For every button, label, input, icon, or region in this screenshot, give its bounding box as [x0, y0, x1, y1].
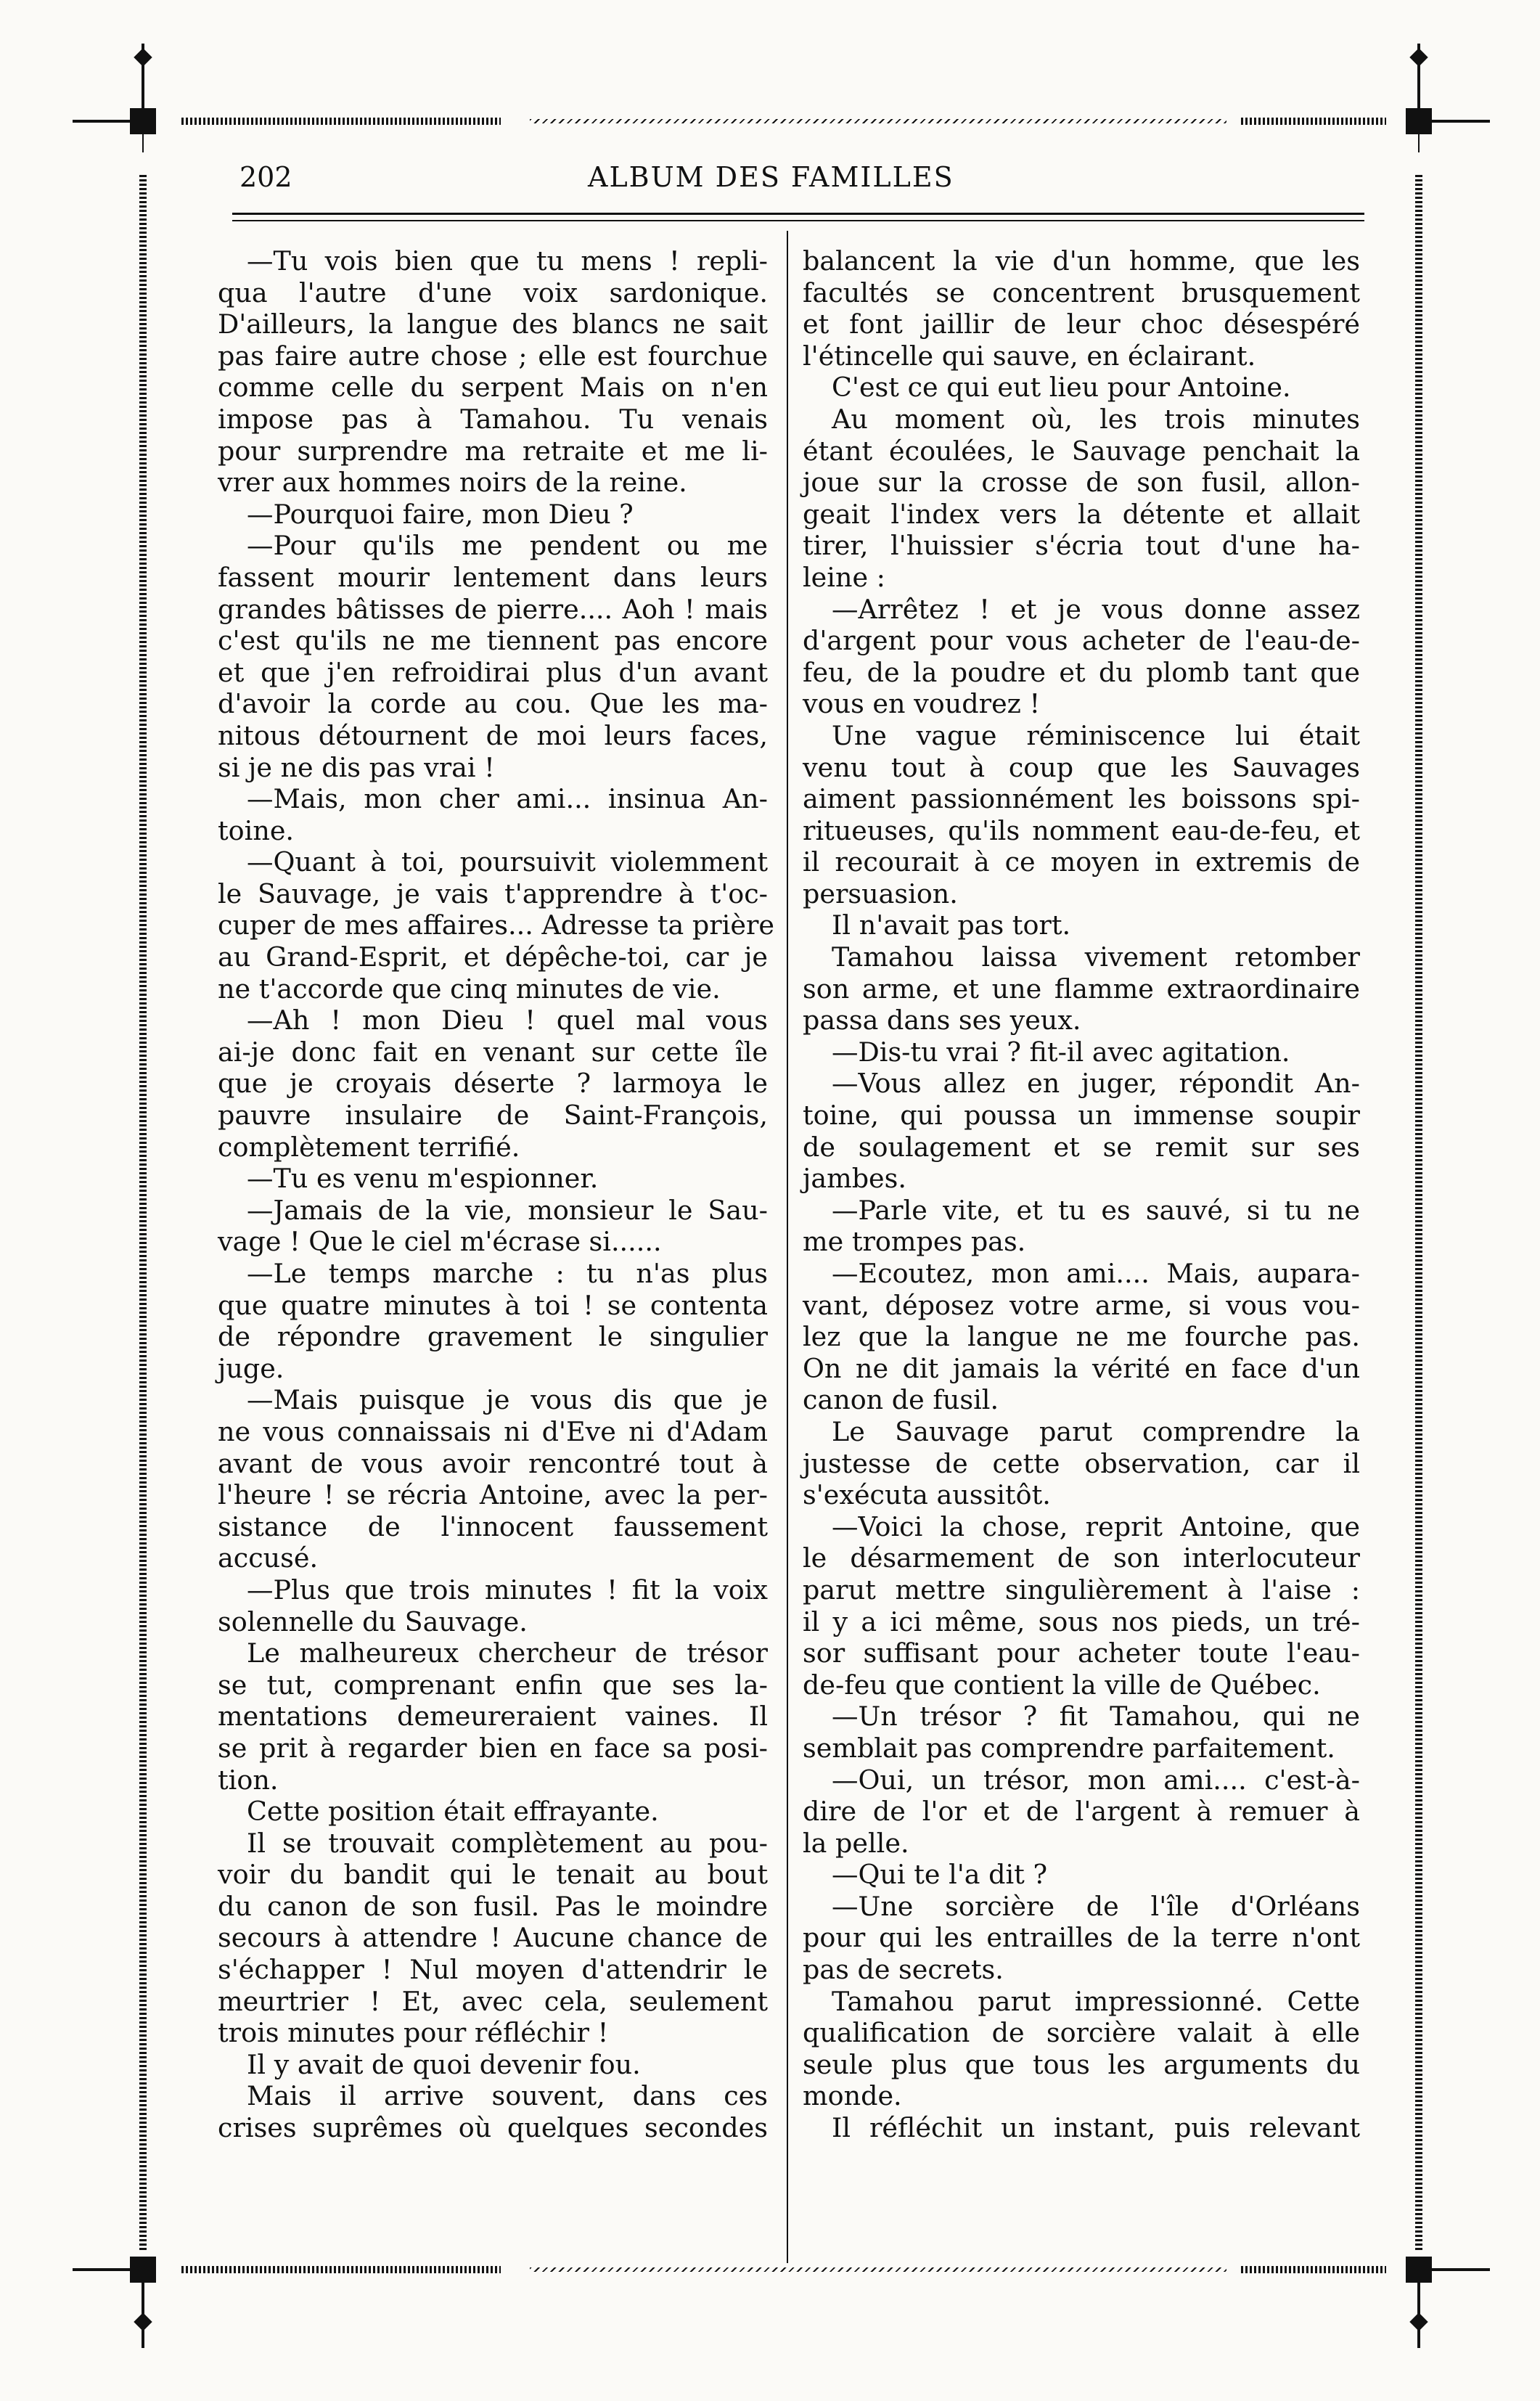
text-line: qua l'autre d'une voix sardonique.: [218, 277, 768, 308]
text-line: se prit à regarder bien en face sa posi-: [218, 1732, 768, 1764]
paragraph: [803, 1195, 1360, 1258]
paragraph: [803, 594, 1360, 720]
top-ornamental-border: [109, 118, 1437, 125]
paragraph: [803, 1258, 1360, 1416]
paragraph: [218, 245, 768, 499]
paragraph: [218, 1574, 768, 1637]
text-line: passa dans ses yeux.: [803, 1005, 1081, 1036]
text-line: grandes bâtisses de pierre.... Aoh ! mais: [218, 593, 768, 625]
spike-ornament: [1432, 2268, 1490, 2271]
paragraph: [803, 1416, 1360, 1511]
text-line: Il n'avait pas tort.: [832, 909, 1071, 941]
paragraph: [803, 2112, 1360, 2144]
header-rule: [232, 213, 1364, 215]
text-line: trois minutes pour réfléchir !: [218, 2017, 609, 2049]
page-number: 202: [239, 161, 292, 193]
text-line: —Ecoutez, mon ami.... Mais, aupara-: [832, 1258, 1360, 1289]
text-line: crises suprêmes où quelques secondes: [218, 2112, 768, 2144]
paragraph: [218, 2080, 768, 2143]
paragraph: [803, 1036, 1360, 1068]
text-line: —Le temps marche : tu n'as plus: [247, 1258, 768, 1289]
corner-ornament-top-left: [130, 108, 156, 134]
text-line: Il se trouvait complètement au pou-: [247, 1827, 768, 1859]
text-line: il recourait à ce moyen in extremis de: [803, 846, 1360, 878]
text-line: —Quant à toi, poursuivit violemment: [247, 846, 768, 878]
column-divider: [787, 231, 788, 2263]
text-line: tion.: [218, 1764, 279, 1796]
paragraph: [218, 1195, 768, 1258]
page-header: [239, 161, 1357, 205]
text-line: comme celle du serpent Mais on n'en: [218, 372, 768, 404]
header-rule: [232, 220, 1364, 221]
text-line: le désarmement de son interlocuteur: [803, 1542, 1360, 1574]
paragraph: [803, 720, 1360, 910]
text-line: seule plus que tous les arguments du: [803, 2048, 1360, 2080]
text-line: son arme, et une flamme extraordinaire: [803, 973, 1360, 1005]
text-line: —Pourquoi faire, mon Dieu ?: [247, 498, 634, 530]
diamond-ornament: [134, 2312, 152, 2331]
text-line: aiment passionnément les boissons spi-: [803, 783, 1360, 815]
text-line: pas de secrets.: [803, 1954, 1004, 1986]
paragraph: [218, 1163, 768, 1195]
text-line: sistance de l'innocent faussement: [218, 1510, 768, 1542]
text-line: —Voici la chose, reprit Antoine, que: [832, 1510, 1360, 1542]
paragraph: [803, 1859, 1360, 1891]
text-line: geait l'index vers la détente et allait: [803, 498, 1360, 530]
text-line: de-feu que contient la ville de Québec.: [803, 1669, 1321, 1701]
text-line: se tut, comprenant enfin que ses la-: [218, 1669, 768, 1701]
paragraph: [803, 1986, 1360, 2112]
text-line: Tamahou laissa vivement retomber: [832, 941, 1360, 973]
text-line: lez que la langue ne me fourche pas.: [803, 1321, 1360, 1353]
text-line: Le malheureux chercheur de trésor: [247, 1637, 768, 1669]
text-line: si je ne dis pas vrai !: [218, 751, 495, 783]
paragraph: [218, 1796, 768, 1828]
text-line: secours à attendre ! Aucune chance de: [218, 1922, 768, 1954]
paragraph: [218, 499, 768, 531]
text-line: c'est qu'ils ne me tiennent pas encore: [218, 625, 768, 657]
text-line: canon de fusil.: [803, 1384, 999, 1416]
text-line: —Mais puisque je vous dis que je: [247, 1384, 768, 1416]
text-line: —Qui te l'a dit ?: [832, 1859, 1048, 1891]
text-line: le Sauvage, je vais t'apprendre à t'oc-: [218, 878, 768, 909]
text-line: et font jaillir de leur choc désespéré: [803, 308, 1360, 340]
paragraph: [218, 530, 768, 783]
text-line: Le Sauvage parut comprendre la: [832, 1415, 1360, 1447]
running-title: ALBUM DES FAMILLES: [588, 161, 954, 193]
text-line: —Jamais de la vie, monsieur le Sau-: [247, 1194, 768, 1226]
text-line: de soulagement et se remit sur ses: [803, 1131, 1360, 1163]
diamond-ornament: [1409, 2312, 1428, 2331]
text-line: cuper de mes affaires... Adresse ta prière: [218, 909, 774, 941]
text-line: Il réfléchit un instant, puis relevant: [832, 2112, 1360, 2144]
text-line: au Grand-Esprit, et dépêche-toi, car je: [218, 941, 768, 973]
text-line: solennelle du Sauvage.: [218, 1606, 528, 1637]
text-line: —Plus que trois minutes ! fit la voix: [247, 1574, 768, 1606]
text-line: ne vous connaissais ni d'Eve ni d'Adam: [218, 1415, 768, 1447]
text-line: ai-je donc fait en venant sur cette île: [218, 1036, 768, 1068]
text-line: s'échapper ! Nul moyen d'attendrir le: [218, 1954, 768, 1986]
paragraph: [803, 941, 1360, 1036]
paragraph: [803, 372, 1360, 404]
paragraph: [218, 846, 774, 1005]
corner-ornament-bottom-left: [130, 2257, 156, 2283]
paragraph: [803, 1068, 1360, 1194]
text-line: nitous détournent de moi leurs faces,: [218, 719, 768, 751]
paragraph: [803, 1511, 1360, 1701]
paragraph: [218, 1258, 768, 1384]
text-line: Cette position était effrayante.: [247, 1796, 659, 1828]
text-line: justesse de cette observation, car il: [803, 1447, 1360, 1479]
text-line: vant, déposez votre arme, si vous vou-: [803, 1289, 1360, 1321]
text-line: que je croyais déserte ? larmoya le: [218, 1068, 768, 1100]
text-line: de répondre gravement le singulier: [218, 1321, 768, 1353]
text-line: On ne dit jamais la vérité en face d'un: [803, 1352, 1360, 1384]
text-line: s'exécuta aussitôt.: [803, 1479, 1051, 1511]
text-line: pas faire autre chose ; elle est fourchue: [218, 340, 768, 372]
text-line: —Oui, un trésor, mon ami.... c'est-à-: [832, 1764, 1360, 1796]
spike-ornament: [1432, 120, 1490, 123]
text-line: —Vous allez en juger, répondit An-: [832, 1068, 1360, 1100]
text-line: du canon de son fusil. Pas le moindre: [218, 1890, 768, 1922]
text-line: étant écoulées, le Sauvage penchait la: [803, 435, 1360, 467]
spike-ornament: [73, 2268, 131, 2271]
text-line: meurtrier ! Et, avec cela, seulement: [218, 1985, 768, 2017]
text-line: il y a ici même, sous nos pieds, un tré-: [803, 1606, 1360, 1637]
paragraph: [218, 1828, 768, 2049]
text-line: l'étincelle qui sauve, en éclairant.: [803, 340, 1256, 372]
text-line: —Pour qu'ils me pendent ou me: [247, 530, 768, 562]
text-line: —Tu vois bien que tu mens ! repli-: [247, 245, 768, 277]
text-line: —Ah ! mon Dieu ! quel mal vous: [247, 1005, 768, 1036]
text-line: venu tout à coup que les Sauvages: [803, 751, 1360, 783]
text-line: Mais il arrive souvent, dans ces: [247, 2080, 768, 2112]
bottom-ornamental-border: [109, 2266, 1437, 2273]
text-line: joue sur la crosse de son fusil, allon-: [803, 467, 1360, 499]
text-line: facultés se concentrent brusquement: [803, 277, 1360, 308]
text-line: sor suffisant pour acheter toute l'eau-: [803, 1637, 1360, 1669]
text-line: que quatre minutes à toi ! se contenta: [218, 1289, 768, 1321]
paragraph: [218, 783, 768, 846]
spike-ornament: [73, 120, 131, 123]
diamond-ornament: [134, 48, 152, 66]
text-line: impose pas à Tamahou. Tu venais: [218, 403, 768, 435]
text-line: ritueuses, qu'ils nomment eau-de-feu, et: [803, 814, 1360, 846]
text-line: pour surprendre ma retraite et me li-: [218, 435, 768, 467]
text-line: —Un trésor ? fit Tamahou, qui ne: [832, 1701, 1360, 1733]
text-column-right: [803, 245, 1360, 2144]
text-line: —Tu es venu m'espionner.: [247, 1163, 599, 1195]
text-line: Une vague réminiscence lui était: [832, 719, 1360, 751]
text-line: dire de l'or et de l'argent à remuer à: [803, 1796, 1360, 1828]
text-line: semblait pas comprendre parfaitement.: [803, 1732, 1335, 1764]
paragraph: [803, 1701, 1360, 1764]
right-ornamental-border: [1415, 109, 1422, 2279]
text-line: D'ailleurs, la langue des blancs ne sait: [218, 308, 768, 340]
text-line: vous en voudrez !: [803, 688, 1041, 720]
text-line: mentations demeureraient vaines. Il: [218, 1701, 768, 1733]
paragraph: [218, 2049, 768, 2081]
text-line: feu, de la poudre et du plomb tant que: [803, 656, 1360, 688]
text-line: vrer aux hommes noirs de la reine.: [218, 467, 687, 499]
text-line: —Parle vite, et tu es sauvé, si tu ne: [832, 1194, 1360, 1226]
text-line: Au moment où, les trois minutes: [832, 403, 1360, 435]
diamond-ornament: [1409, 48, 1428, 66]
paragraph: [218, 1005, 768, 1163]
text-line: l'heure ! se récria Antoine, avec la per-: [218, 1479, 768, 1511]
paragraph: [218, 1637, 768, 1796]
paragraph: [803, 1764, 1360, 1860]
text-line: parut mettre singulièrement à l'aise :: [803, 1574, 1360, 1606]
corner-ornament-top-right: [1406, 108, 1432, 134]
text-line: —Mais, mon cher ami... insinua An-: [247, 783, 768, 815]
text-line: complètement terrifié.: [218, 1131, 520, 1163]
text-line: C'est ce qui eut lieu pour Antoine.: [832, 372, 1291, 404]
text-line: monde.: [803, 2080, 902, 2112]
text-line: d'avoir la corde au cou. Que les ma-: [218, 688, 768, 720]
text-line: me trompes pas.: [803, 1226, 1026, 1258]
paragraph: [803, 1891, 1360, 1986]
text-line: Tamahou parut impressionné. Cette: [832, 1985, 1360, 2017]
paragraph: [803, 909, 1360, 941]
text-line: tirer, l'huissier s'écria tout d'une ha-: [803, 530, 1360, 562]
text-line: toine.: [218, 814, 295, 846]
corner-ornament-bottom-right: [1406, 2257, 1432, 2283]
text-line: balancent la vie d'un homme, que les: [803, 245, 1360, 277]
text-line: —Une sorcière de l'île d'Orléans: [832, 1890, 1360, 1922]
text-column-left: [218, 245, 774, 2144]
text-line: juge.: [218, 1352, 284, 1384]
text-line: —Arrêtez ! et je vous donne assez: [832, 593, 1360, 625]
text-line: la pelle.: [803, 1827, 909, 1859]
text-line: fassent mourir lentement dans leurs: [218, 561, 768, 593]
paragraph: [218, 1384, 768, 1574]
text-line: qualification de sorcière valait à elle: [803, 2017, 1360, 2049]
paragraph: [803, 245, 1360, 372]
text-line: ne t'accorde que cinq minutes de vie.: [218, 973, 721, 1005]
text-line: toine, qui poussa un immense soupir: [803, 1100, 1360, 1132]
text-line: jambes.: [803, 1163, 906, 1195]
text-line: et que j'en refroidirai plus d'un avant: [218, 656, 768, 688]
text-line: pauvre insulaire de Saint-François,: [218, 1100, 768, 1132]
text-line: accusé.: [218, 1542, 319, 1574]
text-line: avant de vous avoir rencontré tout à: [218, 1447, 768, 1479]
text-line: d'argent pour vous acheter de l'eau-de-: [803, 625, 1360, 657]
text-line: vage ! Que le ciel m'écrase si......: [218, 1226, 662, 1258]
left-ornamental-border: [139, 109, 147, 2279]
text-line: Il y avait de quoi devenir fou.: [247, 2048, 641, 2080]
text-line: pour qui les entrailles de la terre n'ont: [803, 1922, 1360, 1954]
text-line: persuasion.: [803, 878, 958, 909]
text-line: —Dis-tu vrai ? fit-il avec agitation.: [832, 1036, 1290, 1068]
paragraph: [803, 404, 1360, 594]
text-line: leine :: [803, 561, 885, 593]
text-line: voir du bandit qui le tenait au bout: [218, 1859, 768, 1891]
